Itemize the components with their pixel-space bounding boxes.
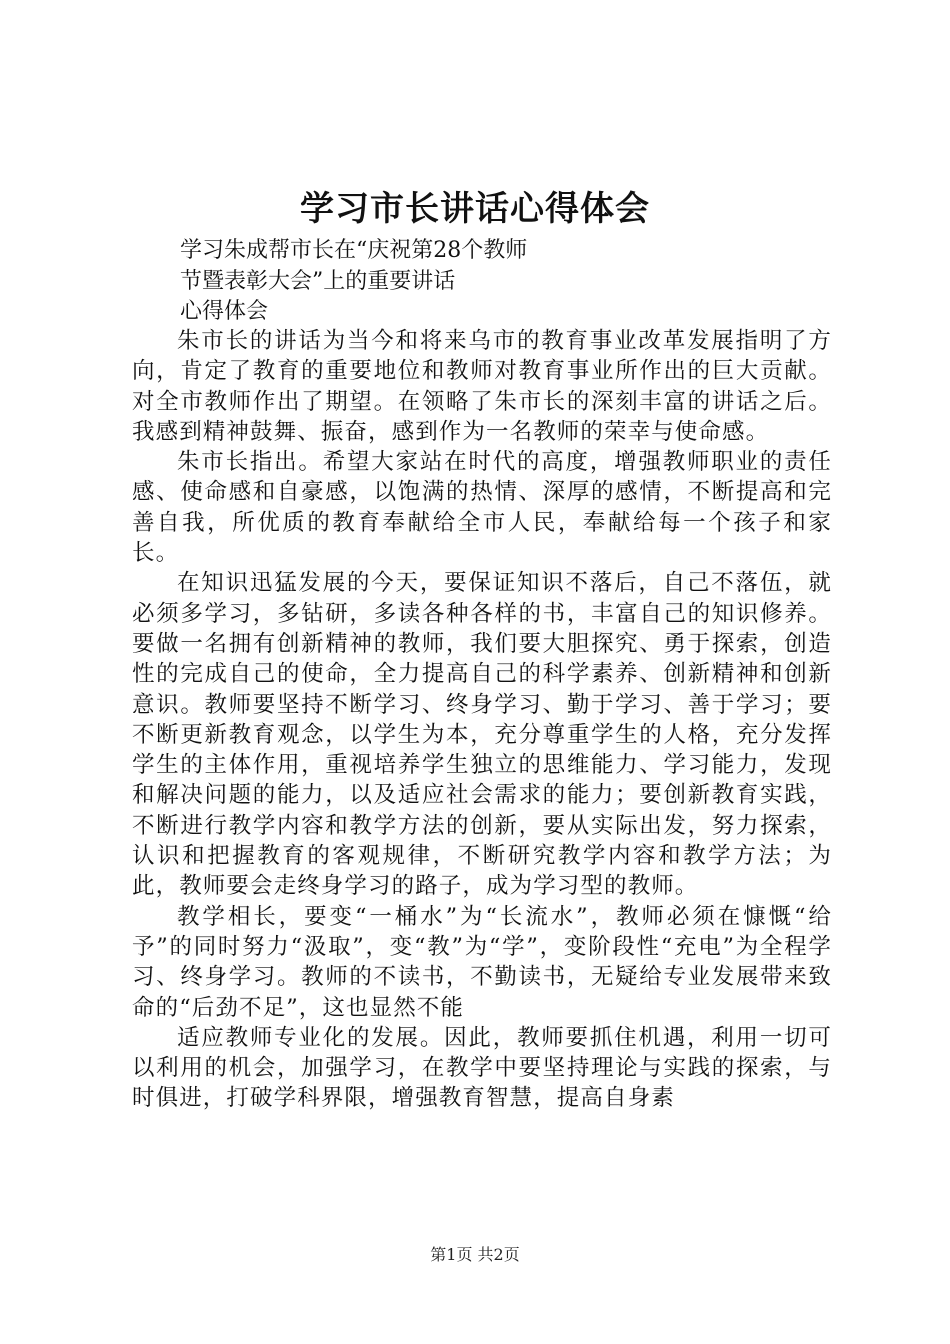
subtitle-line-3: 心得体会 [180, 299, 269, 324]
paragraph-4: 教学相长，要变“一桶水”为“长流水”，教师必须在慷慨“给予”的同时努力“汲取”，变“教”为“学”，变阶段性“充电”为全程学习、终身学习。教师的不读书，不勤读书，无疑给专业发展带来致命的“后劲不足”，这也显然不能 [132, 903, 832, 1021]
document-title: 学习市长讲话心得体会 [300, 189, 650, 229]
paragraph-3: 在知识迅猛发展的今天，要保证知识不落后，自己不落伍，就必须多学习，多钻研，多读各种各样的书，丰富自己的知识修养。要做一名拥有创新精神的教师，我们要大胆探究、勇于探索，创造性的完成自己的使命，全力提高自己的科学素养、创新精神和创新意识。教师要坚持不断学习、终身学习、勤于学习、善于学习；要不断更新教育观念，以学生为本，充分尊重学生的人格，充分发挥学生的主体作用，重视培养学生独立的思维能力、学习能力，发现和解决问题的能力，以及适应社会需求的能力；要创新教育实践，不断进行教学内容和教学方法的创新，要从实际出发，努力探索，认识和把握教育的客观规律，不断研究教学内容和教学方法；为此，教师要会走终身学习的路子，成为学习型的教师。 [132, 570, 832, 900]
paragraph-5: 适应教师专业化的发展。因此，教师要抓住机遇，利用一切可以利用的机会，加强学习，在教学中要坚持理论与实践的探索，与时俱进，打破学科界限，增强教育智慧，提高自身素 [132, 1024, 832, 1112]
subtitle-line-2: 节暨表彰大会”上的重要讲话 [180, 269, 456, 294]
paragraph-2: 朱市长指出。希望大家站在时代的高度，增强教师职业的责任感、使命感和自豪感，以饱满的热情、深厚的感情，不断提高和完善自我，所优质的教育奉献给全市人民，奉献给每一个孩子和家长。 [132, 449, 832, 567]
subtitle-line-1: 学习朱成帮市长在“庆祝第28个教师 [180, 238, 528, 263]
paragraph-1: 朱市长的讲话为当今和将来乌市的教育事业改革发展指明了方向，肯定了教育的重要地位和教师对教育事业所作出的巨大贡献。对全市教师作出了期望。在领略了朱市长的深刻丰富的讲话之后。我感到精神鼓舞、振奋，感到作为一名教师的荣幸与使命感。 [132, 328, 832, 445]
document-body [132, 326, 832, 1114]
page-footer: 第1页 共2页 [430, 1245, 520, 1264]
